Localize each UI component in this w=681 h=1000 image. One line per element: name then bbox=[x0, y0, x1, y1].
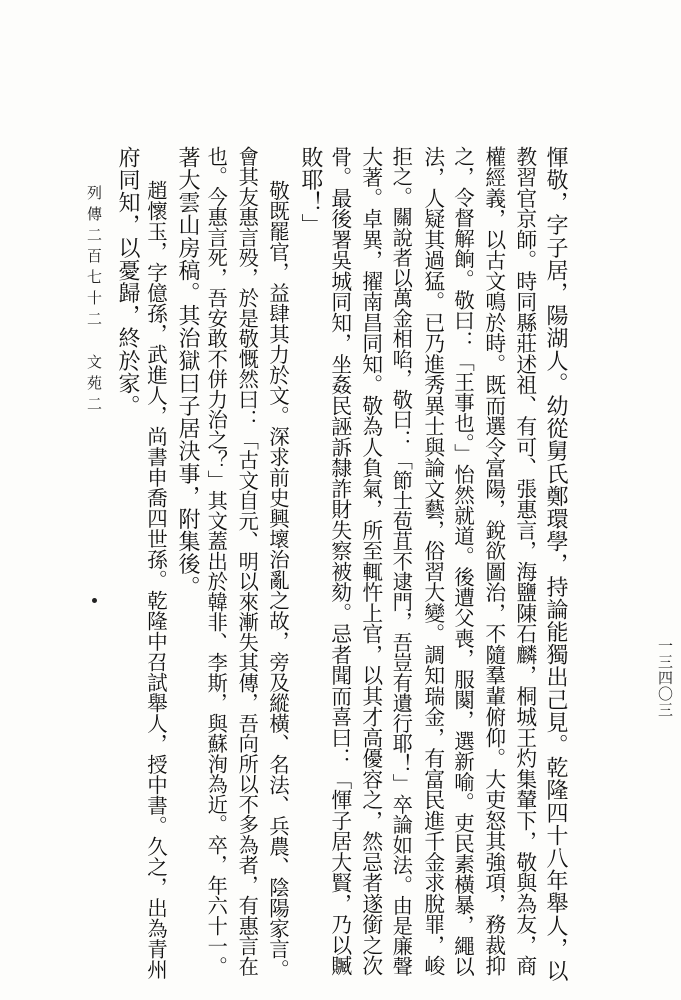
text-column-10: 拒之。關說者以萬金相啗，敬曰：「節士苞苴不逮門，吾豈有遺行耶！」卒論如法。由是廉聲 bbox=[389, 146, 414, 977]
text-column-9: 大著。卓異，擢南昌同知。敬為人負氣，所至輒忤上官，以其才高優容之，然忌者遂銜之次 bbox=[358, 146, 383, 976]
text-column-7: 敗耶！」 bbox=[298, 146, 323, 237]
text-column-11: 法，人疑其過猛。已乃進秀異士與論文藝，俗習大變。調知瑞金，有富民進千金求脫罪，峻 bbox=[420, 146, 445, 976]
page-dot-mark bbox=[92, 598, 97, 603]
text-column-3: 著大雲山房稿。其治獄曰子居決事，附集後。 bbox=[175, 146, 200, 598]
text-column-2: 趙懷玉，字億孫，武進人，尚書申喬四世孫。乾隆中召試舉人，授中書。久之，出為青州 bbox=[143, 180, 168, 980]
text-column-6: 敬既罷官，益肆其力於文。深求前史興壞治亂之故，旁及縱橫、名法、兵農、陰陽家言。 bbox=[265, 180, 290, 980]
text-column-1: 府同知，以憂歸，終於家。 bbox=[115, 146, 140, 418]
text-column-4: 也。今惠言死，吾安敢不併力治之？」其文蓋出於韓非、李斯，與蘇洵為近。卒，年六十一。 bbox=[204, 146, 229, 977]
text-column-13: 權經義，以古文鳴於時。既而選令富陽，銳欲圖治，不隨羣輩俯仰。大吏怒其強項，務裁抑 bbox=[481, 146, 506, 976]
text-column-5: 會其友惠言殁，於是敬慨然曰：「古文自元、明以來漸失其傳，吾向所以不多為者，有惠言在 bbox=[235, 146, 260, 977]
text-column-8: 骨。最後署吳城同知，坐姦民誣訴隸詐財失察被劾。忌者聞而喜曰：「惲子居大賢，乃以贓 bbox=[327, 146, 352, 976]
text-column-14: 教習官京師。時同縣莊述祖、有可、張惠言，海鹽陳石麟，桐城王灼集輦下，敬與為友，商 bbox=[512, 146, 537, 976]
running-head bbox=[84, 185, 105, 417]
page-number: 一三四〇三 bbox=[656, 638, 674, 718]
text-column-12: 之，令督解餉。敬曰：「王事也。」怡然就道。後遭父喪，服闋，選新喻。吏民素橫暴，繩以 bbox=[450, 146, 475, 977]
running-head-volume: 列傳二百七十二 bbox=[85, 185, 103, 332]
text-column-15: 惲敬，字子居，陽湖人。幼從舅氏鄭環學，持論能獨出己見。乾隆四十八年舉人，以 bbox=[543, 146, 568, 983]
running-head-section: 文苑二 bbox=[85, 354, 103, 417]
